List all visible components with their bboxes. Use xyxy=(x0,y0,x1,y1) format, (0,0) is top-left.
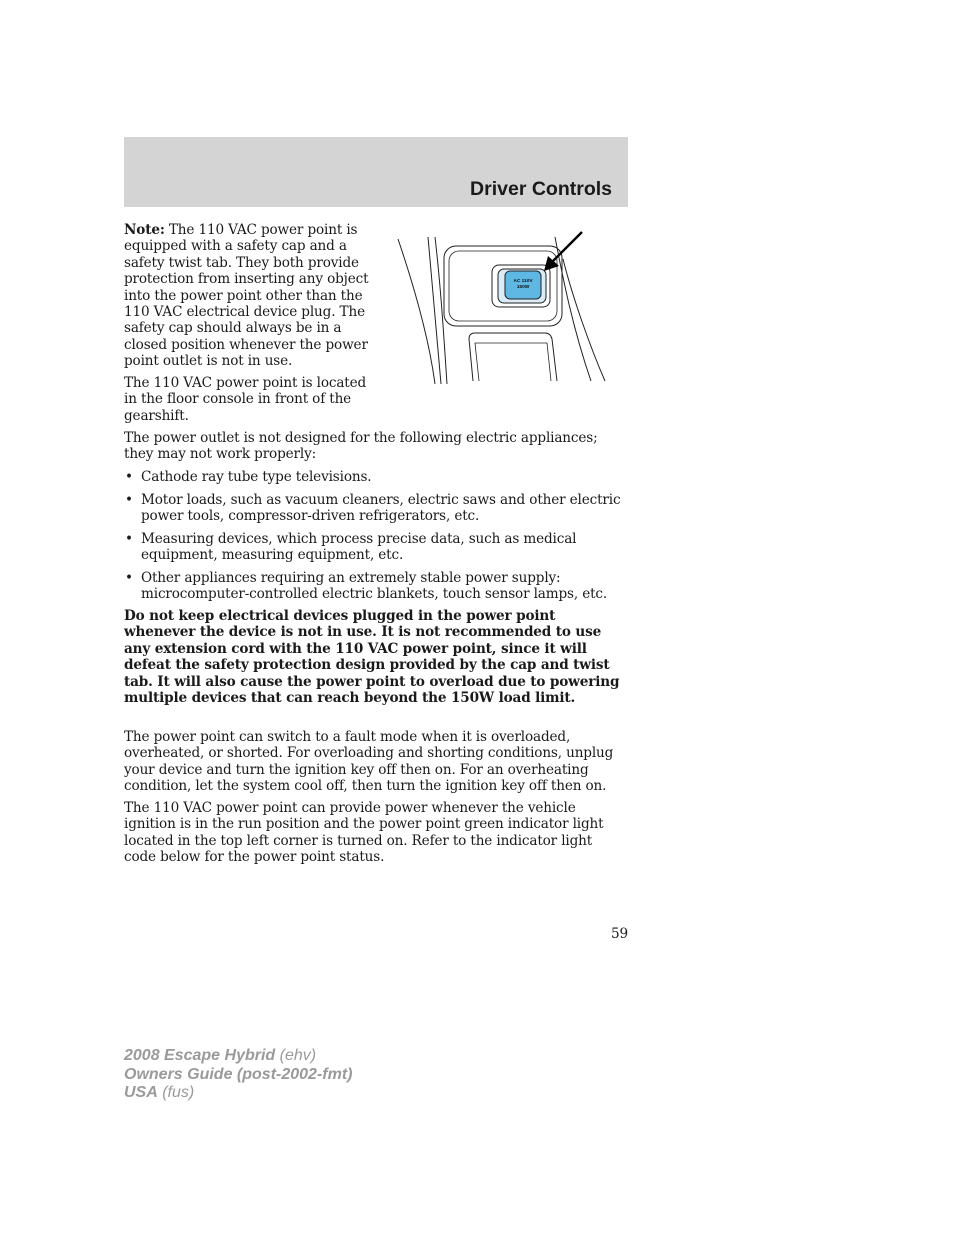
list-item: • Other appliances requiring an extremely stable power supply: microcomputer-controlled electric blankets, touch sensor lamps, etc. xyxy=(125,570,608,603)
power-point-illustration xyxy=(395,229,613,386)
lower-compartment-inner xyxy=(475,343,551,381)
console-left-edge xyxy=(398,239,435,384)
bullet-icon: • xyxy=(125,531,133,547)
note-paragraph xyxy=(124,222,374,370)
outlet-label-line1: AC 110V xyxy=(513,279,533,284)
appliances-intro: The power outlet is not designed for the following electric appliances; they may not work properly: xyxy=(124,430,598,463)
bullet-icon: • xyxy=(125,469,133,485)
bullet-icon: • xyxy=(125,492,133,508)
console-right-edge xyxy=(555,237,591,381)
document-footer xyxy=(124,1047,352,1103)
note-label: Note: xyxy=(124,222,165,238)
console-outer-right-edge xyxy=(563,259,605,381)
section-header-bar xyxy=(124,137,628,207)
footer-line-model: 2008 Escape Hybrid (ehv) xyxy=(124,1047,317,1064)
console-inner-left-edge xyxy=(428,237,441,384)
pointer-arrow-line xyxy=(553,232,582,261)
section-title: Driver Controls xyxy=(470,178,612,200)
lower-compartment xyxy=(469,333,557,381)
page-number: 59 xyxy=(611,926,628,942)
list-item: • Cathode ray tube type televisions. xyxy=(125,469,372,485)
footer-line-market: USA (fus) xyxy=(124,1084,195,1101)
console-inner-left-edge-2 xyxy=(435,237,447,384)
warning-paragraph: Do not keep electrical devices plugged in the power point whenever the device is not in use. It is not recommended to use any extension cord with the 110 VAC power point, since it will defeat the safety protection design provided by the cap and twist tab. It will also cause the power point to overload due to powering multiple devices that can reach beyond the 150W load limit. xyxy=(124,608,620,707)
note-text: The 110 VAC power point is equipped with a safety cap and a safety twist tab. They both provide protection from inserting any object into the power point other than the 110 VAC electrical device plug. The safety cap should always be in a closed position whenever the power point outlet is not in use. xyxy=(124,222,369,370)
list-item: • Measuring devices, which process precise data, such as medical equipment, measuring equipment, etc. xyxy=(125,531,577,564)
location-paragraph: The 110 VAC power point is located in the floor console in front of the gearshift. xyxy=(124,375,367,424)
outlet-label-line2: 150W xyxy=(516,285,530,290)
fault-paragraph: The power point can switch to a fault mode when it is overloaded, overheated, or shorted. For overloading and shorting conditions, unplug your device and turn the ignition key off then on. For an overheating condition, let the system cool off, then turn the ignition key off then on. xyxy=(124,729,614,795)
power-paragraph: The 110 VAC power point can provide power whenever the vehicle ignition is in the run position and the power point green indicator light located in the top left corner is turned on. Refer to the indicator light code below for the power point status. xyxy=(124,800,604,866)
bullet-icon: • xyxy=(125,570,133,586)
footer-line-guide: Owners Guide (post-2002-fmt) xyxy=(124,1065,353,1083)
list-item: • Motor loads, such as vacuum cleaners, electric saws and other electric power tools, compressor-driven refrigerators, etc. xyxy=(125,492,621,525)
